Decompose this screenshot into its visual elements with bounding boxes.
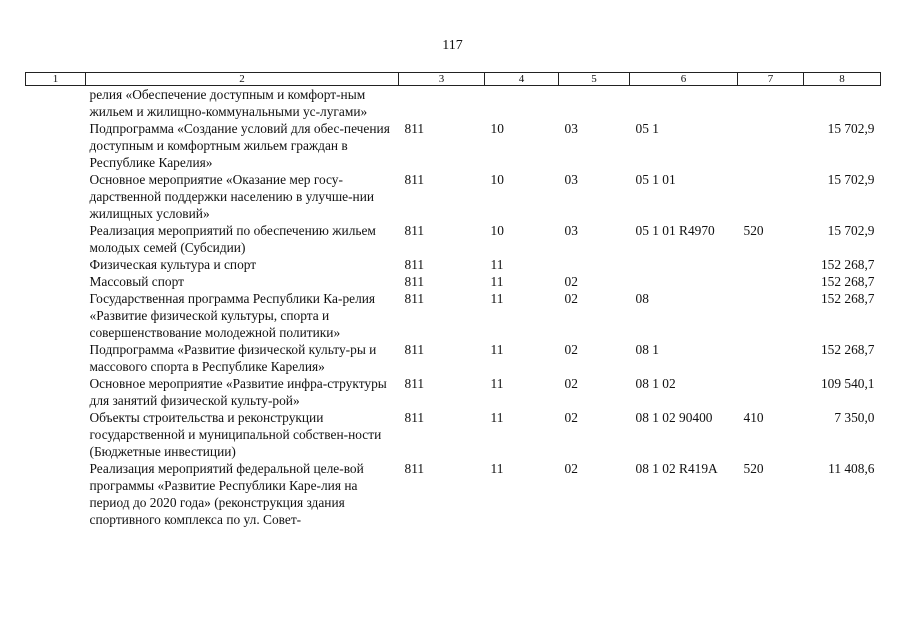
amount-cell: 15 702,9 — [827, 172, 875, 187]
target-article-cell: 08 1 — [635, 342, 659, 357]
amount-cell: 152 268,7 — [820, 257, 875, 272]
table-row — [26, 375, 881, 409]
table-row — [26, 222, 881, 256]
amount-cell: 15 702,9 — [827, 121, 875, 136]
amount-cell: 152 268,7 — [820, 274, 875, 289]
section-code-cell: 10 — [490, 172, 504, 187]
ministry-code-cell: 811 — [404, 342, 425, 357]
ministry-code-cell: 811 — [404, 257, 425, 272]
expense-type-cell — [738, 171, 804, 222]
column-number-header-row — [26, 73, 881, 86]
subsection-code-cell: 02 — [564, 342, 578, 357]
table-row — [26, 86, 881, 121]
row-number-cell — [26, 256, 86, 273]
column-number-header: 1 — [26, 73, 86, 86]
table-row — [26, 273, 881, 290]
item-name-cell: Основное мероприятие «Оказание мер госу-дарственной поддержки населению в улучше-нии жилищных условий» — [89, 172, 375, 221]
amount-cell: 152 268,7 — [820, 342, 875, 357]
table-row — [26, 409, 881, 460]
row-number-cell — [26, 290, 86, 341]
table-row — [26, 171, 881, 222]
row-number-cell — [26, 120, 86, 171]
table-row — [26, 341, 881, 375]
item-name-cell: Массовый спорт — [89, 274, 184, 289]
section-code-cell: 11 — [490, 274, 504, 289]
page-number: 117 — [442, 38, 463, 53]
amount-cell: 15 702,9 — [827, 223, 875, 238]
row-number-cell — [26, 86, 86, 121]
section-code-cell: 11 — [490, 410, 504, 425]
item-name-cell: Объекты строительства и реконструкции государственной и муниципальной собствен-ности (Бюджетные инвестиции) — [89, 410, 382, 459]
target-article-cell — [630, 256, 738, 273]
expense-type-cell — [738, 290, 804, 341]
expense-type-cell — [738, 256, 804, 273]
subsection-code-cell: 02 — [564, 376, 578, 391]
expense-type-cell — [738, 86, 804, 121]
target-article-cell — [630, 273, 738, 290]
subsection-code-cell: 03 — [564, 223, 578, 238]
section-code-cell: 11 — [490, 461, 504, 476]
expense-type-cell: 410 — [743, 410, 764, 425]
column-number-header: 2 — [86, 73, 399, 86]
row-number-cell — [26, 341, 86, 375]
subsection-code-cell: 03 — [564, 121, 578, 136]
amount-cell: 11 408,6 — [828, 461, 875, 476]
section-code-cell: 11 — [490, 376, 504, 391]
column-number-header: 7 — [738, 73, 804, 86]
row-number-cell — [26, 460, 86, 528]
expense-type-cell — [738, 273, 804, 290]
column-number-header: 6 — [630, 73, 738, 86]
target-article-cell: 08 — [635, 291, 649, 306]
expense-type-cell — [738, 375, 804, 409]
table-row — [26, 256, 881, 273]
ministry-code-cell: 811 — [404, 172, 425, 187]
subsection-code-cell: 02 — [564, 461, 578, 476]
table-row — [26, 290, 881, 341]
target-article-cell: 05 1 — [635, 121, 659, 136]
expense-type-cell — [738, 341, 804, 375]
item-name-cell: Подпрограмма «Развитие физической культу-ры и массового спорта в Республике Карелия» — [89, 342, 377, 374]
row-number-cell — [26, 409, 86, 460]
item-name-cell: Государственная программа Республики Ка-релия «Развитие физической культуры, спорта и совершенствование молодежной политики» — [89, 291, 376, 340]
expense-type-cell: 520 — [743, 461, 764, 476]
column-number-header: 4 — [485, 73, 559, 86]
section-code-cell: 11 — [490, 257, 504, 272]
item-name-cell: Основное мероприятие «Развитие инфра-структуры для занятий физической культу-рой» — [89, 376, 387, 408]
item-name-cell: релия «Обеспечение доступным и комфорт-ным жильем и жилищно-коммунальными ус-лугами» — [89, 87, 368, 119]
section-code-cell: 10 — [490, 121, 504, 136]
section-code-cell: 11 — [490, 342, 504, 357]
amount-cell: 7 350,0 — [834, 410, 875, 425]
expense-type-cell — [738, 120, 804, 171]
subsection-code-cell: 03 — [564, 172, 578, 187]
expense-type-cell: 520 — [743, 223, 764, 238]
section-code-cell: 11 — [490, 291, 504, 306]
ministry-code-cell: 811 — [404, 121, 425, 136]
amount-cell: 109 540,1 — [820, 376, 875, 391]
target-article-cell: 05 1 01 — [635, 172, 676, 187]
target-article-cell — [630, 86, 738, 121]
subsection-code-cell: 02 — [564, 291, 578, 306]
target-article-cell: 08 1 02 — [635, 376, 676, 391]
column-number-header: 5 — [559, 73, 630, 86]
ministry-code-cell: 811 — [404, 410, 425, 425]
ministry-code-cell: 811 — [404, 223, 425, 238]
item-name-cell: Подпрограмма «Создание условий для обес-печения доступным и комфортным жильем граждан в Республике Карелия» — [89, 121, 390, 170]
ministry-code-cell: 811 — [404, 461, 425, 476]
target-article-cell: 08 1 02 R419A — [635, 461, 718, 476]
table-row — [26, 460, 881, 528]
subsection-code-cell — [559, 86, 630, 121]
item-name-cell: Реализация мероприятий по обеспечению жильем молодых семей (Субсидии) — [89, 223, 376, 255]
row-number-cell — [26, 273, 86, 290]
table-row — [26, 120, 881, 171]
row-number-cell — [26, 222, 86, 256]
column-number-header: 8 — [804, 73, 881, 86]
amount-cell — [804, 86, 881, 121]
budget-table — [25, 72, 881, 528]
row-number-cell — [26, 375, 86, 409]
column-number-header: 3 — [399, 73, 485, 86]
section-code-cell: 10 — [490, 223, 504, 238]
item-name-cell: Физическая культура и спорт — [89, 257, 257, 272]
ministry-code-cell: 811 — [404, 291, 425, 306]
item-name-cell: Реализация мероприятий федеральной целе-вой программы «Развитие Республики Каре-лия на период до 2020 года» (реконструкция здания спортивного комплекса по ул. Совет- — [89, 461, 364, 527]
subsection-code-cell — [559, 256, 630, 273]
row-number-cell — [26, 171, 86, 222]
ministry-code-cell — [399, 86, 485, 121]
subsection-code-cell: 02 — [564, 274, 578, 289]
target-article-cell: 08 1 02 90400 — [635, 410, 713, 425]
subsection-code-cell: 02 — [564, 410, 578, 425]
target-article-cell: 05 1 01 R4970 — [635, 223, 715, 238]
section-code-cell — [485, 86, 559, 121]
ministry-code-cell: 811 — [404, 274, 425, 289]
amount-cell: 152 268,7 — [820, 291, 875, 306]
ministry-code-cell: 811 — [404, 376, 425, 391]
